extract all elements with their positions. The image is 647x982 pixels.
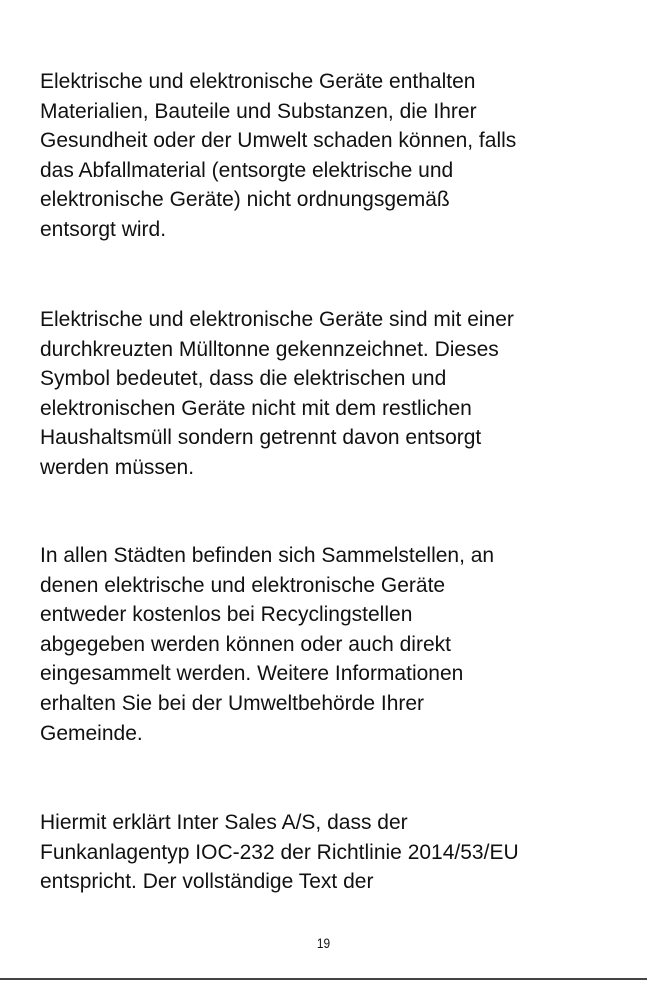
text-line: erhalten Sie bei der Umweltbehörde Ihrer — [40, 691, 425, 715]
text-line: Elektrische und elektronische Geräte sind mit einer — [40, 308, 514, 331]
text-line: Hiermit erklärt Inter Sales A/S, dass der — [40, 811, 408, 834]
page-number: 19 — [316, 935, 331, 951]
text-line: Gesundheit oder der Umwelt schaden können, falls — [40, 129, 517, 153]
paragraph-collection-points — [40, 541, 640, 748]
text-line: werden müssen. — [40, 455, 195, 479]
text-line: das Abfallmaterial (entsorgte elektrische und — [40, 158, 454, 182]
text-line: Symbol bedeutet, dass die elektrischen und — [40, 367, 447, 391]
text-line: denen elektrische und elektronische Geräte — [40, 573, 446, 597]
text-line: durchkreuzten Mülltonne gekennzeichnet. Dieses — [40, 337, 499, 361]
text-line: Elektrische und elektronische Geräte enthalten — [40, 70, 476, 93]
text-line: Funkanlagentyp IOC-232 der Richtlinie 2014/53/EU — [40, 840, 519, 864]
text-line: abgegeben werden können oder auch direkt — [40, 632, 451, 656]
text-line: entsorgt wird. — [40, 217, 167, 241]
paragraph-disposal-warning — [40, 67, 640, 245]
text-line: In allen Städten befinden sich Sammelstellen, an — [40, 544, 495, 567]
text-line: eingesammelt werden. Weitere Informationen — [40, 662, 464, 686]
text-line: elektronische Geräte) nicht ordnungsgemäß — [40, 188, 450, 212]
text-line: Gemeinde. — [40, 721, 143, 745]
text-line: entweder kostenlos bei Recyclingstellen — [40, 603, 413, 627]
text-line: Materialien, Bauteile und Substanzen, die Ihrer — [40, 99, 477, 123]
text-line: entspricht. Der vollständige Text der — [40, 870, 374, 894]
text-line: Haushaltsmüll sondern getrennt davon entsorgt — [40, 426, 482, 450]
text-line: elektronischen Geräte nicht mit dem restlichen — [40, 396, 472, 420]
paragraph-declaration-of-conformity — [40, 808, 640, 897]
footer-divider — [0, 978, 647, 980]
paragraph-bin-symbol — [40, 305, 640, 483]
